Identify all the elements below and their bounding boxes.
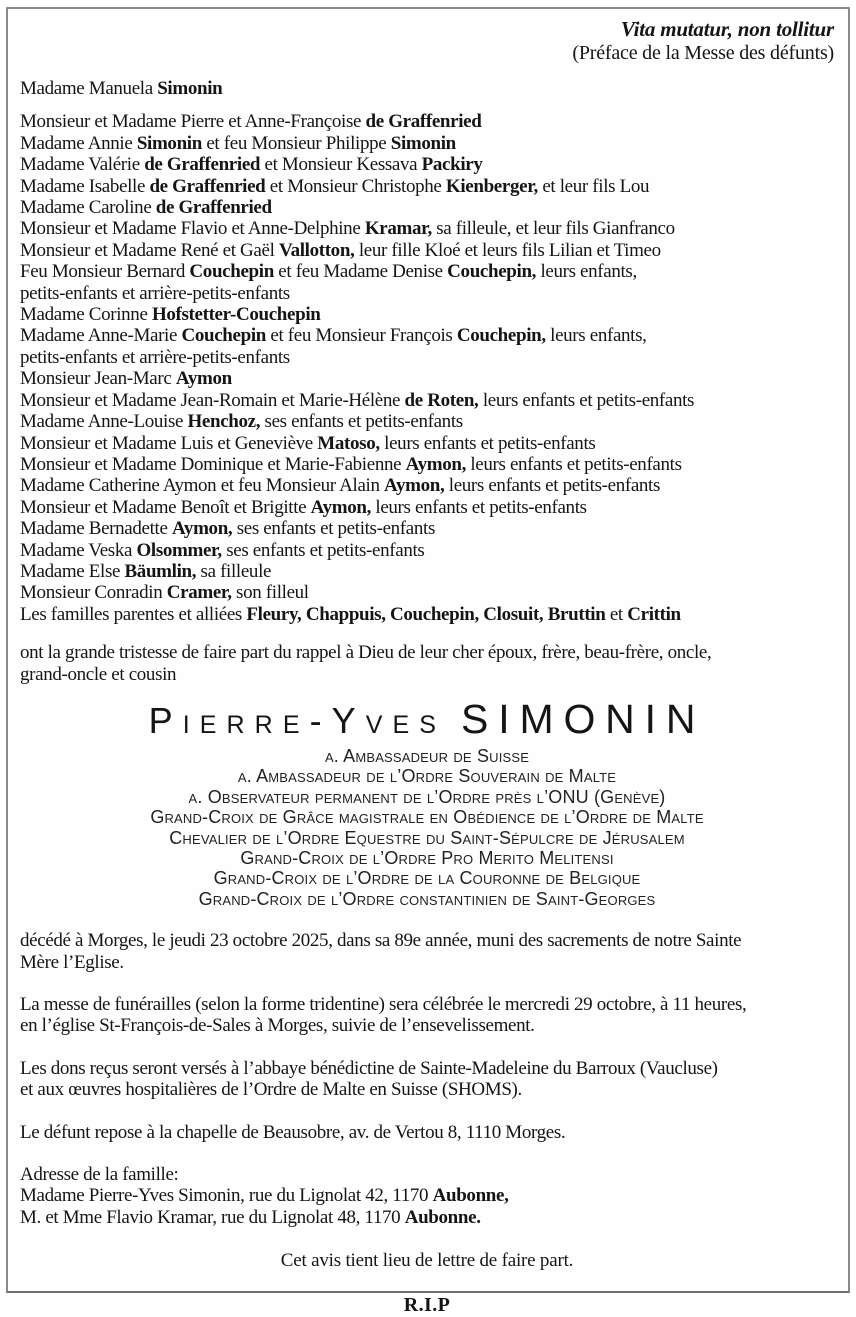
- family-line: [20, 240, 834, 261]
- text-segment: leur fille Kloé et leurs fils Lilian et Timeo: [354, 239, 661, 261]
- text-segment: leurs enfants et petits-enfants: [478, 389, 695, 411]
- text-segment: Kienberger,: [445, 175, 538, 197]
- honorific-titles: [20, 746, 834, 909]
- text-segment: de Graffenried: [144, 154, 261, 176]
- text-segment: leurs enfants et petits-enfants: [444, 475, 661, 497]
- paragraph-line: [20, 994, 834, 1015]
- family-line: [20, 433, 834, 454]
- text-segment: et feu Madame Denise: [273, 261, 448, 283]
- text-segment: Madame Anne-Marie: [20, 325, 182, 347]
- paragraph-line: [20, 1058, 834, 1079]
- text-segment: Grand-Croix de l’Ordre constantinien de Saint-Georges: [198, 888, 656, 909]
- text-segment: Madame Veska: [20, 539, 137, 561]
- family-line: [20, 368, 834, 389]
- family-line: [20, 304, 834, 325]
- title-line: [20, 848, 834, 868]
- address-line: [20, 1207, 834, 1228]
- text-segment: Monsieur et Madame René et Gaël: [20, 239, 279, 261]
- family-list: [20, 111, 834, 625]
- text-segment: Monsieur Conradin: [20, 582, 167, 604]
- text-segment: Henchoz,: [187, 411, 261, 433]
- text-segment: Madame Annie: [20, 132, 137, 154]
- repose-paragraph: [20, 1122, 834, 1143]
- family-line: [20, 78, 834, 99]
- family-line: [20, 561, 834, 582]
- text-segment: leurs enfants et petits-enfants: [379, 432, 596, 454]
- text-segment: Madame Pierre-Yves Simonin, rue du Lignolat 42, 1170: [20, 1185, 433, 1207]
- motto-source: (Préface de la Messe des défunts): [572, 42, 834, 64]
- text-segment: ses enfants et petits-enfants: [260, 411, 463, 433]
- text-segment: Madame Corinne: [20, 304, 152, 326]
- text-segment: Grand-Croix de l’Ordre de la Couronne de Belgique: [213, 868, 641, 889]
- motto-block: [20, 17, 834, 65]
- announcement-line: [20, 642, 834, 663]
- text-segment: Cramer,: [166, 582, 232, 604]
- text-segment: de Graffenried: [155, 197, 272, 219]
- paragraph-line: [20, 1122, 834, 1143]
- family-line: [20, 111, 834, 132]
- rip-text: R.I.P: [403, 1294, 451, 1317]
- text-segment: Couchepin,: [447, 261, 537, 283]
- address-line: [20, 1185, 834, 1206]
- text-segment: son filleul: [231, 582, 309, 604]
- title-line: [20, 787, 834, 807]
- announcement-paragraph: [20, 642, 834, 685]
- family-line: [20, 475, 834, 496]
- family-line: [20, 582, 834, 603]
- text-segment: et Monsieur Kessava: [260, 154, 422, 176]
- family-address-block: [20, 1164, 834, 1228]
- text-segment: Monsieur Jean-Marc: [20, 368, 176, 390]
- text-segment: de Graffenried: [149, 175, 266, 197]
- family-line: [20, 411, 834, 432]
- deceased-last-name: SIMONIN: [461, 695, 706, 742]
- text-segment: Simonin: [157, 78, 223, 99]
- address-line: [20, 1164, 834, 1185]
- text-segment: Couchepin,: [456, 325, 546, 347]
- text-segment: Madame Anne-Louise: [20, 411, 188, 433]
- obituary-card: [6, 7, 850, 1317]
- announcer-widow: [20, 78, 834, 99]
- donations-paragraph: [20, 1058, 834, 1101]
- text-segment: Le défunt repose à la chapelle de Beausobre, av. de Vertou 8, 1110 Morges.: [20, 1121, 566, 1143]
- text-segment: Matoso,: [317, 432, 380, 454]
- text-segment: et: [605, 603, 628, 625]
- family-line: [20, 197, 834, 218]
- text-segment: Monsieur et Madame Dominique et Marie-Fabienne: [20, 453, 406, 475]
- family-line: [20, 154, 834, 175]
- text-segment: Kramar,: [364, 218, 432, 240]
- text-segment: leurs enfants,: [545, 325, 647, 347]
- death-paragraph: [20, 930, 834, 973]
- text-segment: Bäumlin,: [124, 560, 197, 582]
- text-segment: Les dons reçus seront versés à l’abbaye bénédictine de Sainte-Madeleine du Barroux (Vaucluse): [20, 1057, 718, 1079]
- text-segment: Aymon,: [171, 518, 233, 540]
- paragraph-line: [20, 952, 834, 973]
- text-segment: leurs enfants et petits-enfants: [371, 496, 587, 518]
- family-line: [20, 540, 834, 561]
- text-segment: Les familles parentes et alliées: [20, 603, 247, 625]
- text-segment: ses enfants et petits-enfants: [221, 539, 425, 561]
- text-segment: Olsommer,: [136, 539, 222, 561]
- text-segment: Couchepin: [181, 325, 266, 347]
- text-segment: a. Ambassadeur de Suisse: [324, 745, 530, 766]
- family-line: [20, 325, 834, 346]
- text-segment: La messe de funérailles (selon la forme tridentine) sera célébrée le mercredi 29 octobre, à 11 heures,: [20, 994, 747, 1016]
- text-segment: Madame Manuela: [20, 78, 158, 99]
- family-line: [20, 347, 834, 368]
- text-segment: Feu Monsieur Bernard: [20, 261, 190, 283]
- family-line: [20, 283, 834, 304]
- text-segment: Chevalier de l’Ordre Equestre du Saint-Sépulcre de Jérusalem: [169, 827, 685, 848]
- funeral-mass-paragraph: [20, 994, 834, 1037]
- text-segment: et feu Monsieur François: [265, 325, 457, 347]
- family-line: [20, 518, 834, 539]
- title-line: [20, 746, 834, 766]
- text-segment: Monsieur et Madame Benoît et Brigitte: [20, 496, 311, 518]
- family-line: [20, 218, 834, 239]
- text-segment: et feu Monsieur Philippe: [201, 132, 391, 154]
- family-line: [20, 604, 834, 625]
- text-segment: décédé à Morges, le jeudi 23 octobre 2025, dans sa 89e année, muni des sacrements de notre Sainte: [20, 930, 742, 952]
- title-line: [20, 889, 834, 909]
- text-segment: petits-enfants et arrière-petits-enfants: [20, 282, 290, 304]
- title-line: [20, 807, 834, 827]
- text-segment: Madame Caroline: [20, 197, 156, 219]
- text-segment: ses enfants et petits-enfants: [232, 518, 435, 540]
- text-segment: Adresse de la famille:: [20, 1164, 179, 1186]
- text-segment: petits-enfants et arrière-petits-enfants: [20, 346, 290, 368]
- text-segment: et aux œuvres hospitalières de l’Ordre de Malte en Suisse (SHOMS).: [20, 1079, 522, 1101]
- text-segment: grand-oncle et cousin: [20, 663, 177, 685]
- text-segment: ont la grande tristesse de faire part du rappel à Dieu de leur cher époux, frère, beau-frère, oncle,: [20, 642, 712, 664]
- text-segment: Hofstetter-Couchepin: [151, 304, 321, 326]
- text-segment: Packiry: [421, 154, 483, 176]
- text-segment: Monsieur et Madame Pierre et Anne-Françoise: [20, 111, 366, 133]
- title-line: [20, 828, 834, 848]
- deceased-first-name: Pierre-Yves: [148, 699, 446, 741]
- text-segment: Monsieur et Madame Luis et Geneviève: [20, 432, 318, 454]
- text-segment: Madame Bernadette: [20, 518, 172, 540]
- text-segment: Aymon,: [405, 453, 466, 475]
- text-segment: a. Ambassadeur de l’Ordre Souverain de Malte: [237, 766, 617, 787]
- announcement-line: [20, 664, 834, 685]
- paragraph-line: [20, 1079, 834, 1100]
- faire-part-notice: Cet avis tient lieu de lettre de faire part.: [280, 1250, 574, 1272]
- text-segment: M. et Mme Flavio Kramar, rue du Lignolat 48, 1170: [20, 1206, 405, 1228]
- text-segment: Madame Else: [20, 560, 125, 582]
- family-line: [20, 497, 834, 518]
- text-segment: Aymon,: [310, 496, 371, 518]
- text-segment: Aymon: [175, 368, 232, 390]
- text-segment: Simonin: [136, 132, 202, 154]
- family-line: [20, 261, 834, 282]
- text-segment: Aubonne,: [432, 1185, 509, 1207]
- text-segment: de Roten,: [404, 389, 479, 411]
- text-segment: en l’église St-François-de-Sales à Morges, suivie de l’ensevelissement.: [20, 1015, 535, 1037]
- text-segment: Madame Valérie: [20, 154, 145, 176]
- title-line: [20, 766, 834, 786]
- text-segment: leurs enfants et petits-enfants: [465, 453, 682, 475]
- text-segment: Couchepin: [189, 261, 274, 283]
- text-segment: de Graffenried: [365, 111, 482, 133]
- text-segment: Vallotton,: [278, 239, 355, 261]
- text-segment: a. Observateur permanent de l’Ordre près l’ONU (Genève): [188, 786, 666, 807]
- family-line: [20, 454, 834, 475]
- text-segment: Crittin: [627, 603, 681, 625]
- text-segment: Grand-Croix de Grâce magistrale en Obédience de l’Ordre de Malte: [150, 807, 704, 828]
- text-segment: sa filleule, et leur fils Gianfranco: [431, 218, 675, 240]
- text-segment: Aubonne.: [404, 1206, 481, 1228]
- title-line: [20, 868, 834, 888]
- text-segment: leurs enfants,: [536, 261, 637, 283]
- text-segment: Madame Catherine Aymon et feu Monsieur Alain: [20, 475, 384, 497]
- paragraph-line: [20, 1015, 834, 1036]
- paragraph-line: [20, 930, 834, 951]
- text-segment: Mère l’Eglise.: [20, 951, 124, 973]
- text-segment: Madame Isabelle: [20, 175, 150, 197]
- text-segment: et leur fils Lou: [537, 175, 650, 197]
- text-segment: Simonin: [390, 132, 456, 154]
- text-segment: Grand-Croix de l’Ordre Pro Merito Melitensi: [240, 848, 614, 868]
- motto-text: Vita mutatur, non tollitur: [620, 17, 834, 41]
- text-segment: sa filleule: [196, 560, 272, 582]
- text-segment: Monsieur et Madame Jean-Romain et Marie-Hélène: [20, 389, 405, 411]
- text-segment: Aymon,: [384, 475, 445, 497]
- text-segment: Fleury, Chappuis, Couchepin, Closuit, Bruttin: [246, 603, 606, 625]
- deceased-name: [20, 695, 834, 742]
- family-line: [20, 133, 834, 154]
- text-segment: et Monsieur Christophe: [265, 175, 446, 197]
- family-line: [20, 390, 834, 411]
- text-segment: Monsieur et Madame Flavio et Anne-Delphine: [20, 218, 365, 240]
- family-line: [20, 176, 834, 197]
